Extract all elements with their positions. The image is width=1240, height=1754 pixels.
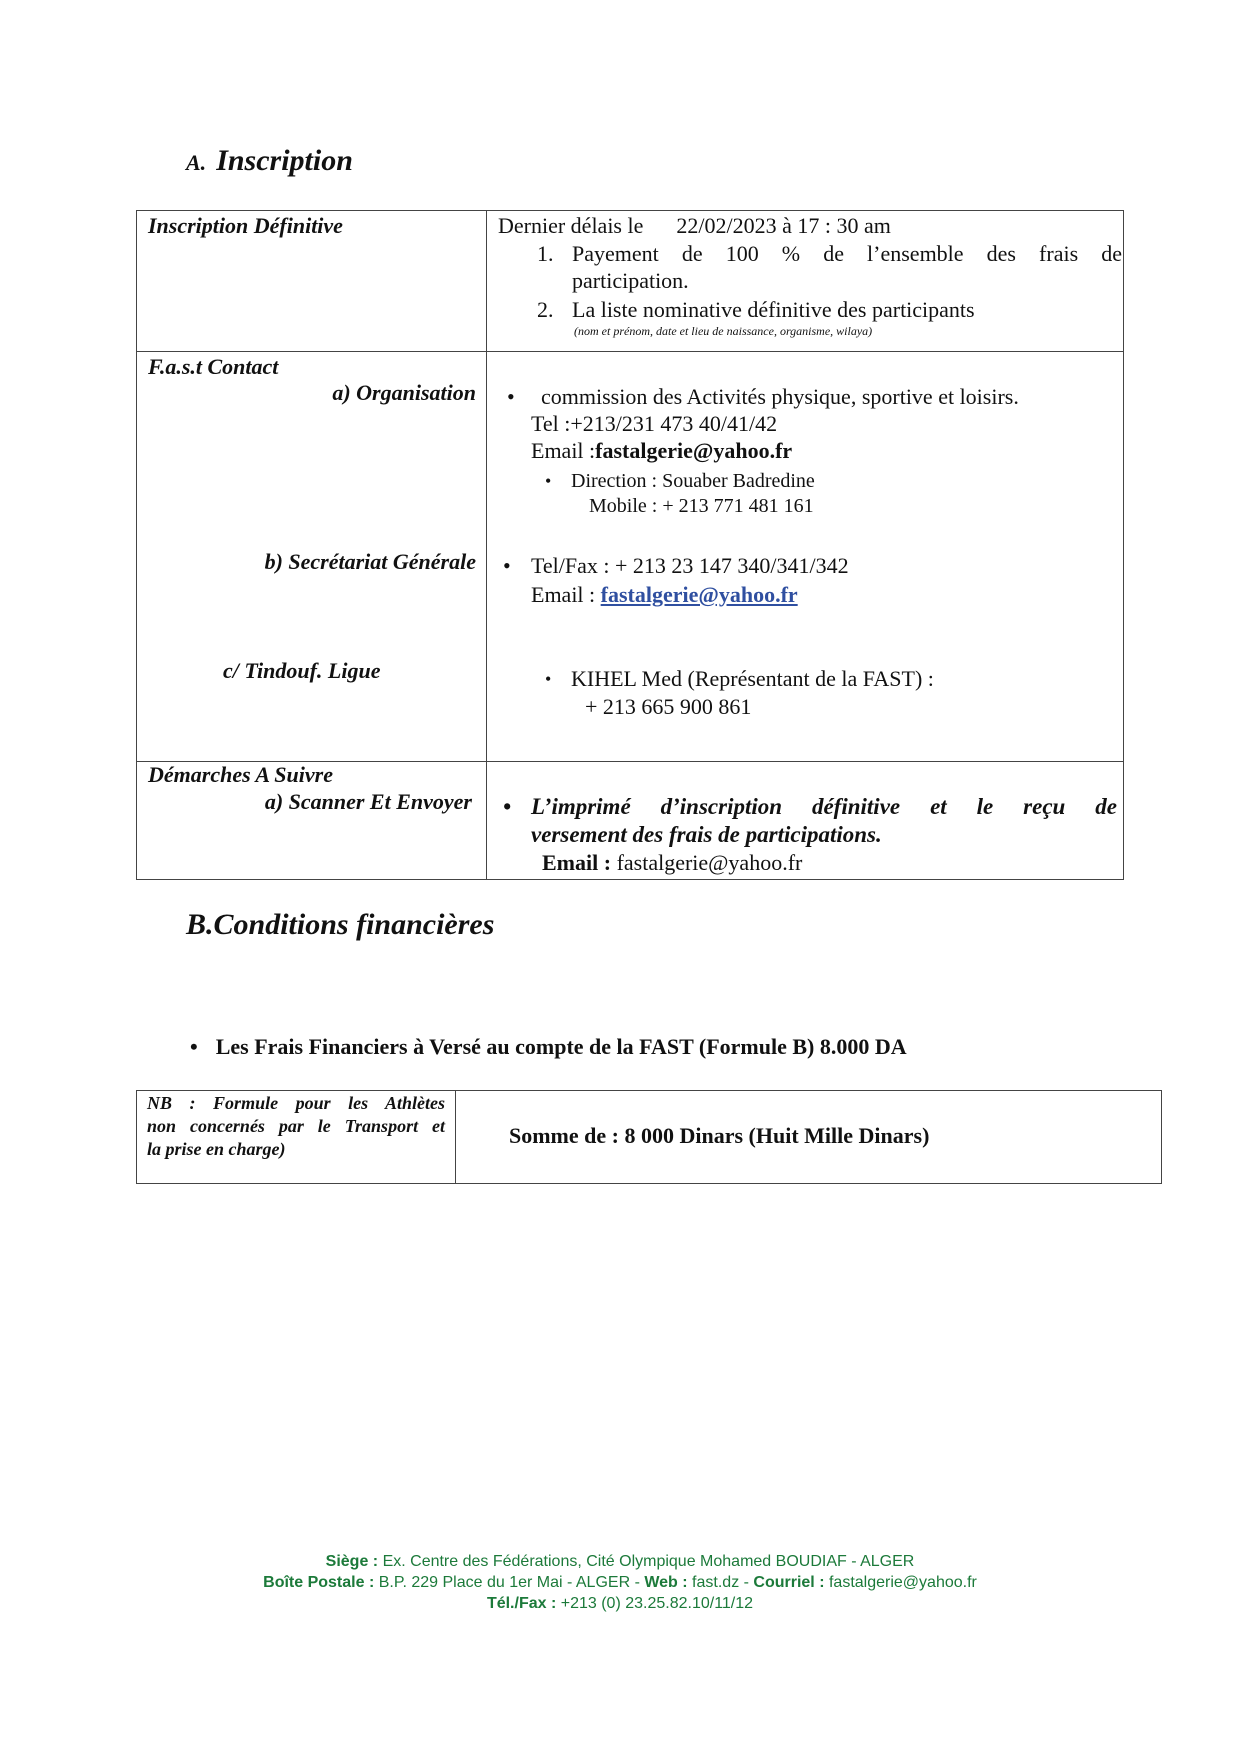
row2-sub-ligue: c/ Tindouf. Ligue [223,658,381,683]
row2-label-cell [137,352,487,762]
item1-line2: participation. [572,268,689,293]
item2-text: La liste nominative définitive des participants [572,297,975,322]
fin-note-cell [137,1091,456,1184]
row3-label-cell [137,762,487,880]
table-row [137,211,1124,352]
footer-web-text[interactable]: fast.dz - [687,1574,754,1591]
row2-sub-secretariat: b) Secrétariat Générale [264,549,476,574]
sec-email-link[interactable]: fastalgerie@yahoo.fr [600,582,798,607]
table-row [137,1091,1162,1184]
section-a-letter: A. [186,150,207,175]
sec-email-line [531,581,798,609]
fin-note-line1: NB : Formule pour les Athlètes [147,1093,445,1113]
org-email-label: Email : [531,438,596,463]
dir-line: • Direction : Souaber Badredine [571,468,815,494]
footer-bp-label: Boîte Postale : [263,1574,375,1591]
row2-label: F.a.s.t Contact [148,354,279,379]
financial-table [136,1090,1162,1184]
footer-siege [0,1553,1240,1571]
row3-email-label: Email : [542,850,612,875]
row1-content-cell [487,211,1124,352]
org-line: • commission des Activités physique, sportive et loisirs. [535,383,1019,411]
row3-label: Démarches A Suivre [148,762,333,787]
row3-sub-scanner: a) Scanner Et Envoyer [264,789,472,814]
item2-note: (nom et prénom, date et lieu de naissance, organisme, wilaya) [574,324,873,338]
inscription-table [136,210,1124,880]
footer-tel-label: Tél./Fax : [486,1595,557,1612]
footer-mail-label: Courriel : [753,1574,825,1591]
section-b-letter: B. [186,908,214,941]
item1-number: 1. [537,241,554,266]
deadline-prefix: Dernier délais le [498,213,644,238]
fin-amount-cell [456,1091,1162,1184]
row1-label: Inscription Définitive [148,213,343,238]
fees-text: Les Frais Financiers à Versé au compte de la FAST (Formule B) 8.000 DA [215,1034,907,1059]
org-tel: Tel :+213/231 473 40/41/42 [531,411,778,436]
footer-contact [0,1574,1240,1592]
row3-email-line [542,849,802,877]
row3-content-cell [487,762,1124,880]
sec-email-label: Email : [531,582,596,607]
ligue-line: • KIHEL Med (Représentant de la FAST) : [571,665,934,693]
deadline-value: 22/02/2023 à 17 : 30 am [676,213,891,238]
sec-tel: • Tel/Fax : + 213 23 147 340/341/342 [531,552,849,580]
fees-bullet [190,1034,907,1060]
footer-siege-label: Siège : [325,1553,379,1570]
footer-mail-text[interactable]: fastalgerie@yahoo.fr [824,1574,977,1591]
fin-note-line3: la prise en charge) [147,1139,286,1159]
row2-sub-organisation: a) Organisation [332,380,476,405]
fin-note-line2: non concernés par le Transport et [147,1116,445,1136]
footer-tel [0,1595,1240,1613]
row3-email[interactable]: fastalgerie@yahoo.fr [616,850,803,875]
section-b-heading [186,908,494,942]
item2-number: 2. [537,297,554,322]
fin-amount: Somme de : 8 000 Dinars (Huit Mille Dinars) [509,1123,930,1148]
row1-label-cell [137,211,487,352]
footer-web-label: Web : [644,1574,688,1591]
row2-content-cell [487,352,1124,762]
item1-line1: Payement de 100 % de l’ensemble des frais de [572,241,1122,266]
fin-note [147,1092,445,1161]
org-email-line [531,437,792,465]
section-a-title: Inscription [216,144,353,177]
footer-tel-text: +213 (0) 23.25.82.10/11/12 [556,1595,754,1612]
row3-line1: • L’imprimé d’inscription définitive et le reçu de [531,793,1117,821]
deadline-line [498,212,891,240]
ligue-phone: + 213 665 900 861 [585,694,752,719]
footer-bp-text: B.P. 229 Place du 1er Mai - ALGER - [374,1574,645,1591]
bullet-dot: • [190,1034,198,1059]
section-b-title: Conditions financières [213,908,495,941]
row3-line2: versement des frais de participations. [531,822,882,847]
table-row [137,352,1124,762]
section-a-heading [186,144,353,178]
org-email[interactable]: fastalgerie@yahoo.fr [595,438,793,463]
dir-mobile: Mobile : + 213 771 481 161 [589,495,814,517]
footer-siege-text: Ex. Centre des Fédérations, Cité Olympique Mohamed BOUDIAF - ALGER [378,1553,915,1570]
table-row [137,762,1124,880]
